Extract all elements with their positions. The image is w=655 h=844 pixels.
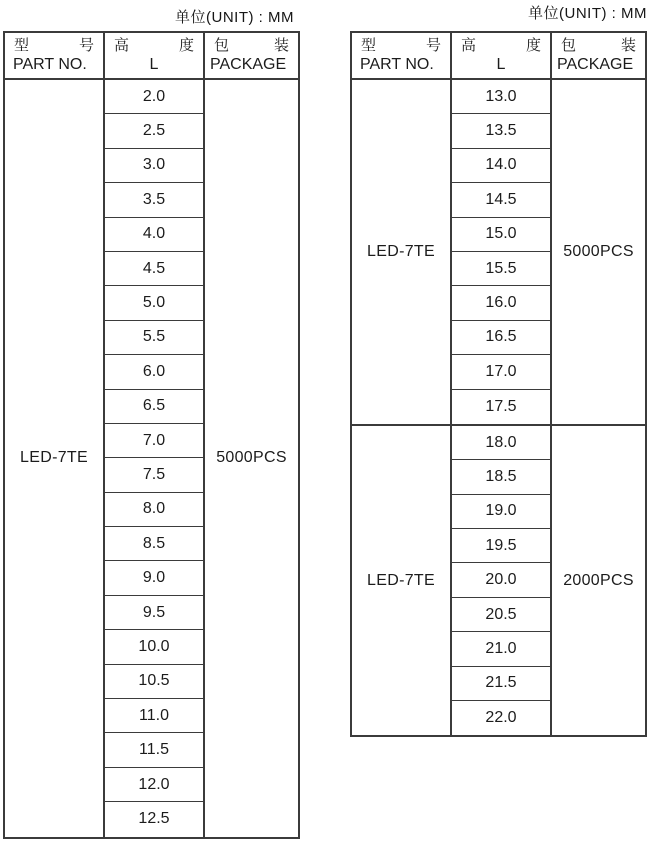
height-value-cell: 4.0 bbox=[105, 218, 203, 252]
header-package-cn bbox=[205, 38, 298, 55]
height-value-cell: 16.5 bbox=[452, 321, 550, 355]
height-value-cell: 21.5 bbox=[452, 667, 550, 701]
unit-label-left: 单位(UNIT) : MM bbox=[175, 9, 294, 26]
header-package bbox=[552, 33, 645, 78]
header-height bbox=[105, 33, 205, 78]
header-part-no-cn bbox=[352, 38, 450, 55]
height-column bbox=[105, 80, 205, 837]
header-height-en: L bbox=[149, 55, 159, 73]
header-part-cn-char: 号 bbox=[425, 36, 441, 54]
header-height-cn-char: 高 bbox=[461, 36, 477, 54]
height-column bbox=[452, 426, 552, 736]
header-part-no-cn bbox=[5, 38, 103, 55]
height-value-cell: 2.0 bbox=[105, 80, 203, 114]
height-value-cell: 2.5 bbox=[105, 114, 203, 148]
header-part-no bbox=[352, 33, 452, 78]
height-value-cell: 5.0 bbox=[105, 286, 203, 320]
header-height-cn-char: 度 bbox=[178, 36, 194, 54]
header-height bbox=[452, 33, 552, 78]
package-cell: 2000PCS bbox=[563, 571, 634, 589]
height-value-cell: 9.0 bbox=[105, 561, 203, 595]
header-height-en: L bbox=[496, 55, 506, 73]
package-cell: 5000PCS bbox=[563, 242, 634, 260]
height-value-cell: 8.5 bbox=[105, 527, 203, 561]
height-value-cell: 17.0 bbox=[452, 355, 550, 389]
spec-table-right bbox=[350, 31, 647, 737]
height-value-cell: 9.5 bbox=[105, 596, 203, 630]
header-height-cn-char: 度 bbox=[525, 36, 541, 54]
header-height-cn bbox=[452, 38, 550, 55]
header-part-cn-char: 号 bbox=[78, 36, 94, 54]
header-package bbox=[205, 33, 298, 78]
height-value-cell: 6.0 bbox=[105, 355, 203, 389]
height-value-cell: 19.0 bbox=[452, 495, 550, 529]
height-value-cell: 11.5 bbox=[105, 733, 203, 767]
header-package-cn-char: 装 bbox=[620, 36, 636, 54]
height-column bbox=[452, 80, 552, 424]
height-value-cell: 8.0 bbox=[105, 493, 203, 527]
height-value-cell: 6.5 bbox=[105, 390, 203, 424]
height-value-cell: 15.5 bbox=[452, 252, 550, 286]
height-value-cell: 16.0 bbox=[452, 286, 550, 320]
height-value-cell: 18.0 bbox=[452, 426, 550, 460]
height-value-cell: 12.5 bbox=[138, 810, 170, 828]
header-package-en: PACKAGE bbox=[210, 55, 287, 73]
height-value-cell: 7.0 bbox=[105, 424, 203, 458]
height-value-cell: 19.5 bbox=[452, 529, 550, 563]
header-part-no bbox=[5, 33, 105, 78]
height-value-cell: 21.0 bbox=[452, 632, 550, 666]
unit-label-right: 单位(UNIT) : MM bbox=[528, 5, 647, 22]
height-value-cell: 20.0 bbox=[452, 563, 550, 597]
height-value-cell: 10.5 bbox=[105, 665, 203, 699]
height-value-cell: 10.0 bbox=[105, 630, 203, 664]
height-value-cell: 3.0 bbox=[105, 149, 203, 183]
header-part-no-en: PART NO. bbox=[360, 55, 434, 73]
height-value-cell: 13.5 bbox=[452, 114, 550, 148]
header-package-cn-char: 包 bbox=[561, 36, 577, 54]
height-value-cell: 14.0 bbox=[452, 149, 550, 183]
height-value-cell: 22.0 bbox=[485, 709, 517, 727]
part-no-cell: LED-7TE bbox=[352, 80, 452, 424]
header-package-en: PACKAGE bbox=[557, 55, 634, 73]
header-height-cn bbox=[105, 38, 203, 55]
height-value-cell: 20.5 bbox=[452, 598, 550, 632]
part-no-cell: LED-7TE bbox=[352, 426, 452, 736]
table-section bbox=[352, 80, 645, 424]
header-package-cn bbox=[552, 38, 645, 55]
height-value-cell: 13.0 bbox=[452, 80, 550, 114]
height-value-cell: 4.5 bbox=[105, 252, 203, 286]
table-header bbox=[352, 33, 645, 80]
header-package-cn-char: 包 bbox=[214, 36, 230, 54]
part-no-cell: LED-7TE bbox=[5, 80, 105, 837]
package-cell: 5000PCS bbox=[216, 449, 287, 467]
spec-table-left bbox=[3, 31, 300, 839]
height-value-cell: 3.5 bbox=[105, 183, 203, 217]
height-value-cell: 15.0 bbox=[452, 218, 550, 252]
header-part-no-en: PART NO. bbox=[13, 55, 87, 73]
height-value-cell: 18.5 bbox=[452, 460, 550, 494]
header-part-cn-char: 型 bbox=[14, 36, 30, 54]
header-package-cn-char: 装 bbox=[273, 36, 289, 54]
height-value-cell: 7.5 bbox=[105, 458, 203, 492]
header-height-cn-char: 高 bbox=[114, 36, 130, 54]
height-value-cell: 5.5 bbox=[105, 321, 203, 355]
table-section bbox=[352, 424, 645, 736]
table-header bbox=[5, 33, 298, 80]
height-value-cell: 17.5 bbox=[485, 397, 517, 415]
table-section bbox=[5, 80, 298, 837]
height-value-cell: 14.5 bbox=[452, 183, 550, 217]
height-value-cell: 12.0 bbox=[105, 768, 203, 802]
header-part-cn-char: 型 bbox=[361, 36, 377, 54]
height-value-cell: 11.0 bbox=[105, 699, 203, 733]
